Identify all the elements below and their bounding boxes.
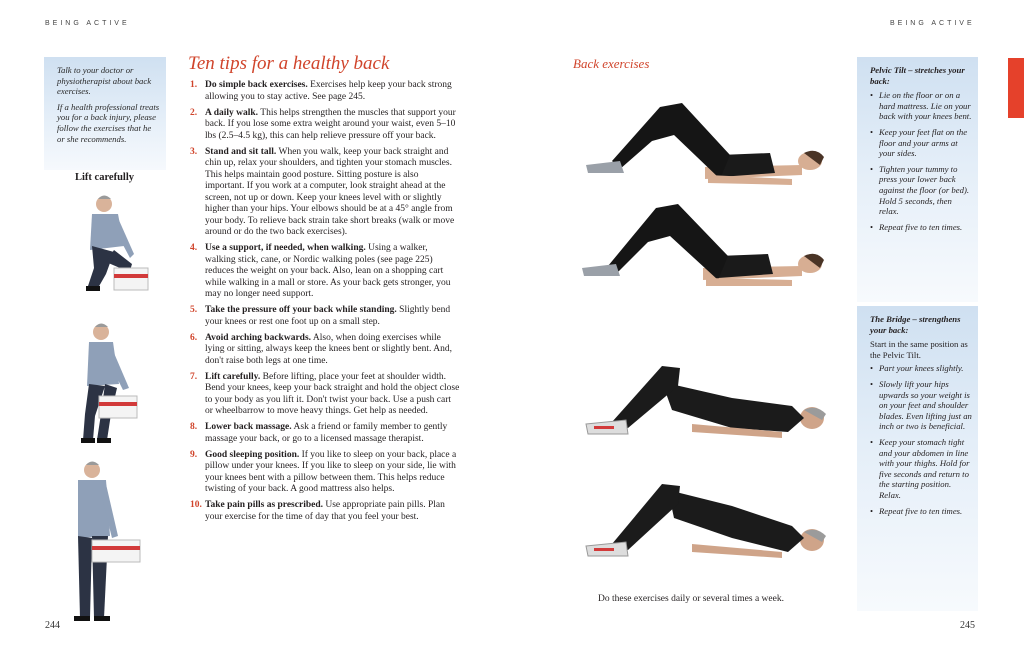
lift-caption: Lift carefully [75, 172, 135, 183]
exercises-title: Back exercises [573, 56, 650, 71]
doctor-note-p2: If a health professional treats you for a back injury, please follow the exercises that he or she recommends. [57, 101, 160, 144]
section-tab [1008, 58, 1024, 118]
lift-photo-standing [62, 458, 152, 633]
tip-heading: Good sleeping position. [205, 449, 300, 460]
exercises-caption: Do these exercises daily or several times a week. [598, 594, 784, 604]
tip-item [190, 333, 460, 368]
tip-text: If you like to sleep on your back, place a pillow under your knees. If you like to sleep on your side, lie with your knees bent with a pillow between them. This helps reduce twisting of your back. A good mattress also helps. [205, 449, 457, 494]
tip-number: 3. [190, 146, 198, 157]
pelvic-tilt-box [857, 57, 978, 302]
tips-list [190, 80, 460, 528]
tip-number: 4. [190, 243, 198, 253]
tip-item [190, 500, 460, 523]
tips-title: Ten tips for a healthy back [188, 53, 390, 74]
tip-item [190, 147, 460, 239]
tip-item [190, 422, 460, 445]
tip-text: Use appropriate pain pills. Plan your exercise for the time of day that you feel your best. [205, 500, 445, 522]
bridge-lead: Start in the same position as the Pelvic Tilt. [870, 339, 968, 360]
tip-heading: A daily walk. [205, 107, 259, 118]
tip-number: 6. [190, 332, 198, 343]
tip-item [190, 243, 460, 301]
tip-text: This helps strengthen the muscles that support your back. If you lose some extra weight around your waist, even 5–10 lbs (2.5–4.5 kg), this can help relieve pressure off your back. [205, 107, 456, 141]
doctor-note [57, 65, 161, 149]
bridge-steps [870, 363, 972, 516]
tip-text: Ask a friend or family member to gently massage your back, or go to a licensed massage therapist. [205, 422, 448, 444]
page-number-left: 244 [45, 620, 60, 631]
tip-number: 7. [190, 371, 198, 382]
tip-text: Also, when doing exercises while lying or sitting, always keep the knees bent or slightly bent. And, don't raise both legs at one time. [205, 332, 452, 366]
step-item: • Keep your feet flat on the floor and your arms at your sides. [870, 127, 972, 159]
step-item: • Part your knees slightly. [870, 363, 972, 374]
tip-heading: Lower back massage. [205, 422, 292, 432]
lift-photo-squat [65, 318, 155, 450]
lift-photo-crouch [62, 188, 157, 306]
tip-item [190, 108, 460, 143]
step-item: • Tighten your tummy to press your lower back against the floor (or bed). Hold 5 seconds, then relax. [870, 164, 972, 217]
page-number-right: 245 [960, 620, 975, 631]
tip-heading: Do simple back exercises. [205, 80, 308, 90]
pelvic-tilt-title: Pelvic Tilt – stretches your back: [870, 65, 965, 86]
tip-number: 5. [190, 305, 198, 315]
tip-heading: Lift carefully. [205, 371, 261, 382]
tip-heading: Stand and sit tall. [205, 146, 277, 157]
tip-text: When you walk, keep your back straight and chin up, relax your shoulders, and tighten your stomach muscles. This helps maintain good posture. Sitting posture is also important. If you work at a computer, look straight ahead at the screen, not up or down. Keep your knees level with or slightly higher than your hips. Your elbows should be at a 45° angle from your body. To relieve back strain take short breaks (walk or move around or do the two back exercises). [205, 146, 455, 237]
tip-number: 8. [190, 422, 198, 432]
step-item: • Repeat five to ten times. [870, 222, 972, 233]
step-item: • Keep your stomach tight and your abdomen in line with your thighs. Hold for five seconds and return to the starting position. Relax. [870, 437, 972, 501]
step-item: • Lie on the floor or on a hard mattress. Lie on your back with your knees bent. [870, 90, 972, 122]
bridge-box [857, 306, 978, 611]
tip-number: 1. [190, 80, 198, 90]
step-item: • Slowly lift your hips upwards so your weight is on your feet and shoulder blades. Even lifting just an inch or two is beneficial. [870, 379, 972, 432]
tip-number: 9. [190, 449, 198, 460]
bridge-photo-2 [582, 478, 830, 564]
tip-item [190, 372, 460, 418]
tip-text: Before lifting, place your feet at shoulder width. Bend your knees, keep your back straight and hold the object close to your body as you lift it. Don't twist your back. Use a push cart or wheelbarrow to move heavy things. Get help as needed. [205, 371, 460, 416]
bridge-title: The Bridge – strengthens your back: [870, 314, 961, 335]
tip-text: Using a walker, walking stick, cane, or Nordic walking poles (see page 225) reduces the weight on your back. Also, lean on a shopping cart while walking in a mall or store. As your back gets stronger, you may no longer need support. [205, 243, 451, 299]
tip-heading: Use a support, if needed, when walking. [205, 243, 366, 253]
step-item: • Repeat five to ten times. [870, 506, 972, 517]
tip-text: Slightly bend your knees or rest one foot up on a small step. [205, 305, 451, 327]
tip-heading: Take pain pills as prescribed. [205, 500, 323, 510]
tip-heading: Avoid arching backwards. [205, 332, 312, 343]
pelvic-tilt-photo-2 [578, 198, 828, 290]
bridge-photo-1 [582, 362, 830, 442]
tip-text: Exercises help keep your back strong allowing you to stay active. See page 245. [205, 80, 452, 102]
tip-item [190, 305, 460, 328]
tip-number: 2. [190, 107, 198, 118]
pelvic-tilt-photo-1 [580, 95, 830, 185]
running-header-left: BEING ACTIVE [45, 20, 130, 27]
pelvic-tilt-steps [870, 90, 972, 232]
running-header-right: BEING ACTIVE [890, 20, 975, 27]
tip-item [190, 80, 460, 103]
tip-item [190, 450, 460, 496]
tip-number: 10. [190, 500, 202, 510]
doctor-note-p1: Talk to your doctor or physiotherapist about back exercises. [57, 65, 152, 97]
tip-heading: Take the pressure off your back while standing. [205, 305, 397, 315]
